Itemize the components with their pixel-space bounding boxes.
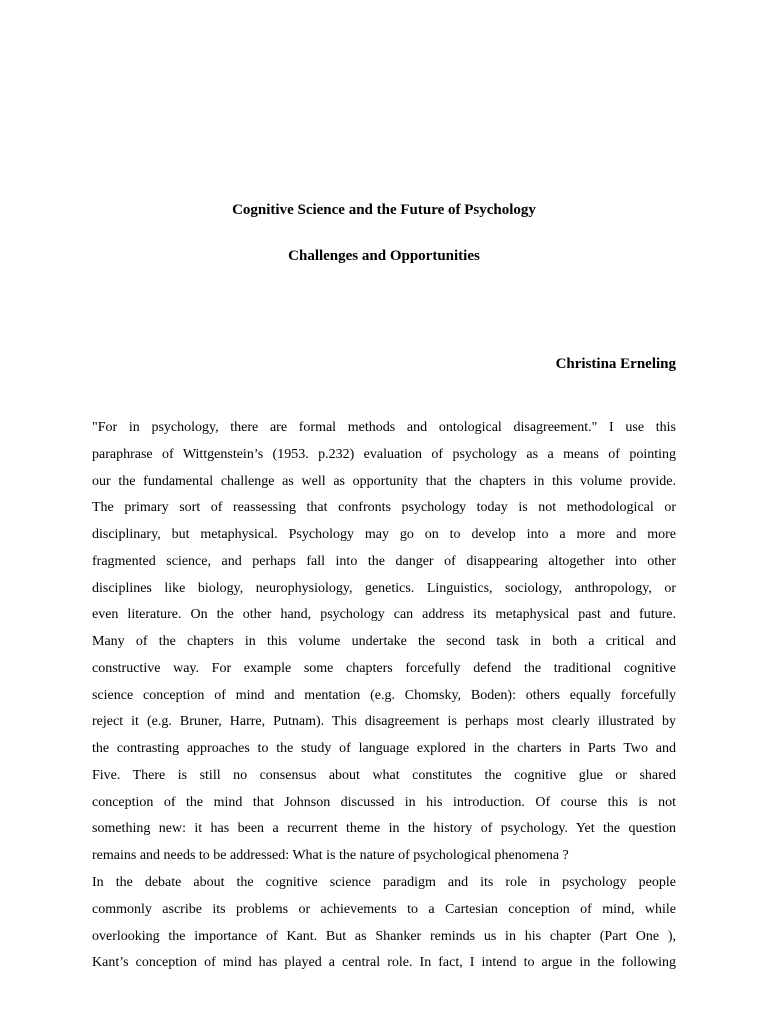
author-name: Christina Erneling	[555, 356, 676, 372]
text-line: commonly ascribe its problems or achievements to a Cartesian conception of mind, while	[92, 901, 676, 917]
text-line: Kant’s conception of mind has played a central role. In fact, I intend to argue in the following	[92, 955, 676, 971]
text-line: remains and needs to be addressed: What is the nature of psychological phenomena ?	[92, 848, 569, 863]
text-line: disciplines like biology, neurophysiology, genetics. Linguistics, sociology, anthropology, or	[92, 580, 676, 596]
text-line: even literature. On the other hand, psychology can address its metaphysical past and future.	[92, 607, 676, 623]
text-line: constructive way. For example some chapters forcefully defend the traditional cognitive	[92, 660, 676, 676]
text-line: reject it (e.g. Bruner, Harre, Putnam). This disagreement is perhaps most clearly illustrated by	[92, 714, 676, 730]
document-title: Cognitive Science and the Future of Psychology	[232, 202, 536, 218]
text-line: "For in psychology, there are formal methods and ontological disagreement." I use this	[92, 420, 676, 435]
body-paragraph-1	[92, 415, 676, 870]
text-line: paraphrase of Wittgenstein’s (1953. p.232) evaluation of psychology as a means of pointing	[92, 446, 676, 462]
text-line: our the fundamental challenge as well as opportunity that the chapters in this volume provide.	[92, 473, 676, 489]
text-line: conception of the mind that Johnson discussed in his introduction. Of course this is not	[92, 794, 676, 810]
body-paragraph-2	[92, 870, 676, 977]
text-line: something new: it has been a recurrent theme in the history of psychology. Yet the question	[92, 821, 676, 837]
text-line: overlooking the importance of Kant. But as Shanker reminds us in his chapter (Part One ),	[92, 928, 676, 944]
text-line: the contrasting approaches to the study of language explored in the charters in Parts Two and	[92, 741, 676, 756]
text-line: disciplinary, but metaphysical. Psychology may go on to develop into a more and more	[92, 527, 676, 542]
text-line: The primary sort of reassessing that confronts psychology today is not methodological or	[92, 500, 676, 516]
text-line: science conception of mind and mentation (e.g. Chomsky, Boden): others equally forcefully	[92, 687, 676, 703]
text-line: Five. There is still no consensus about what constitutes the cognitive glue or shared	[92, 767, 676, 783]
text-line: fragmented science, and perhaps fall into the danger of disappearing altogether into other	[92, 553, 676, 569]
document-subtitle: Challenges and Opportunities	[288, 248, 480, 264]
text-line: Many of the chapters in this volume undertake the second task in both a critical and	[92, 634, 676, 649]
text-line: In the debate about the cognitive science paradigm and its role in psychology people	[92, 875, 676, 890]
